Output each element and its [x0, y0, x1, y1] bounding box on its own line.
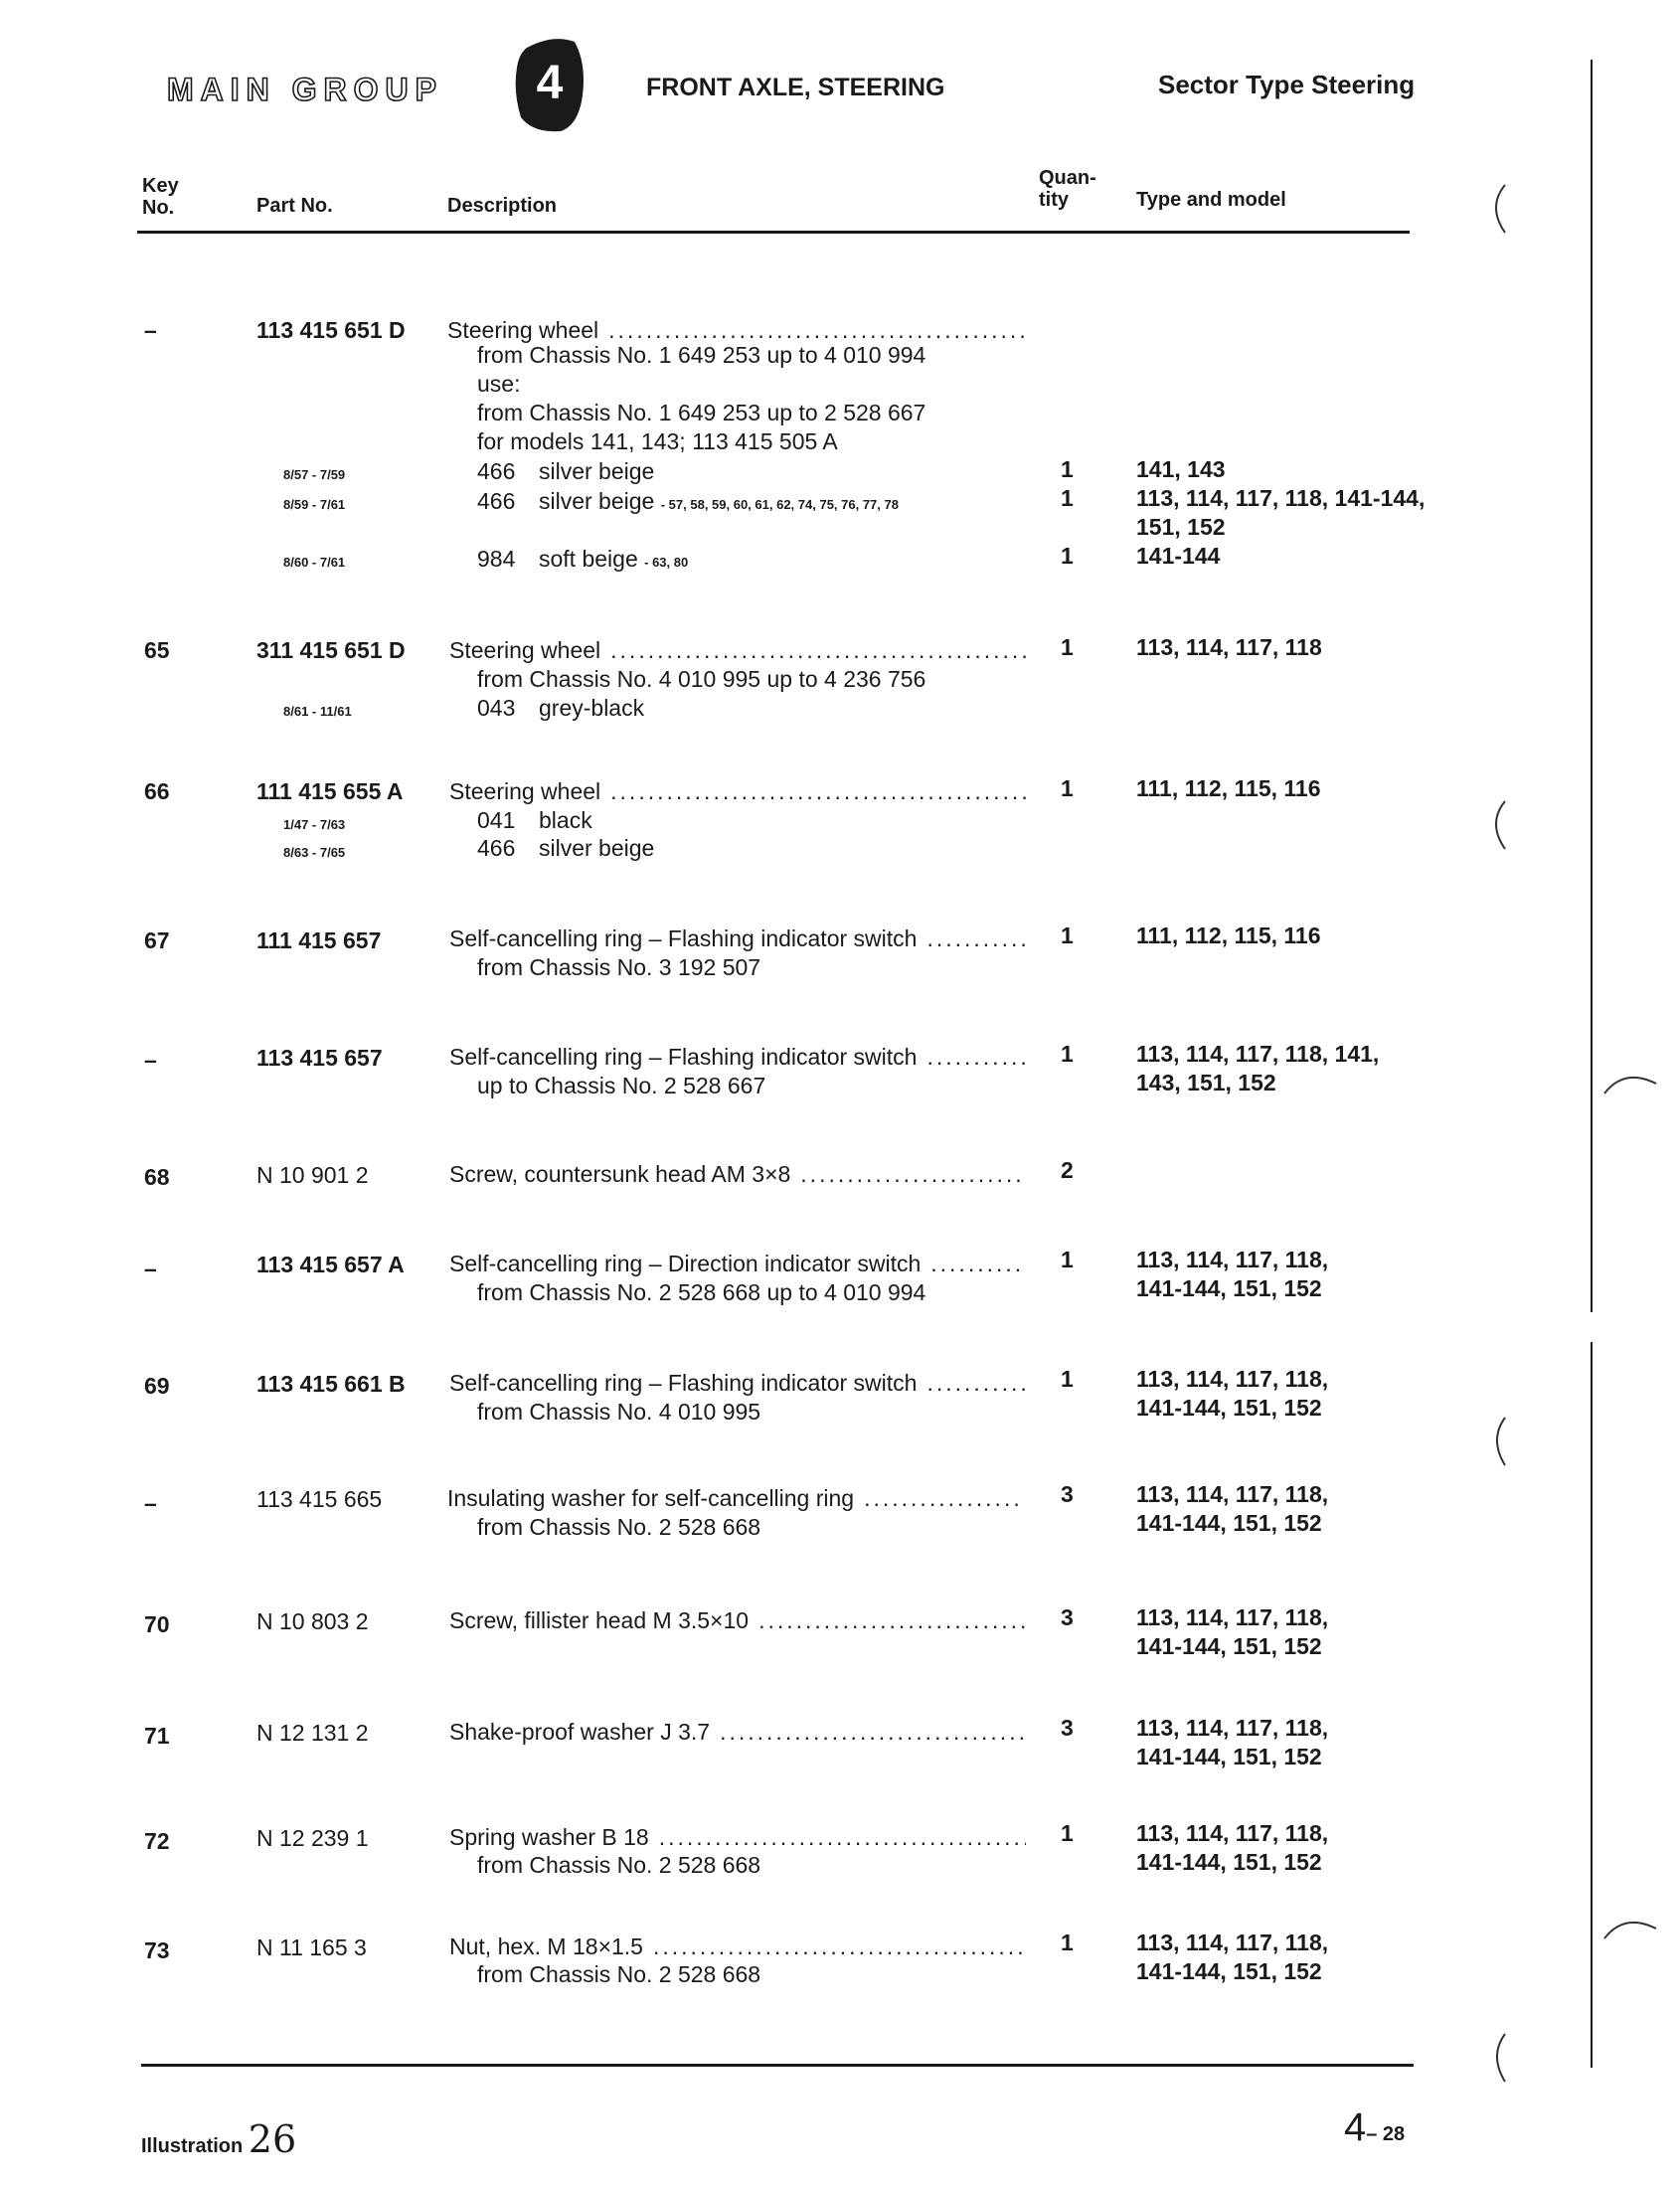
color-code: 043: [477, 695, 516, 721]
description-text: Screw, fillister head M 3.5×10: [449, 1607, 750, 1633]
quantity: 1: [1061, 1247, 1074, 1272]
col-header-key-line1: Key: [142, 175, 179, 197]
page-number-sub: – 28: [1366, 2123, 1406, 2145]
detail-line: from Chassis No. 2 528 668 up to 4 010 994: [477, 1279, 926, 1305]
key-no: –: [144, 317, 157, 343]
color-code: 466: [477, 488, 516, 514]
key-no: 72: [144, 1828, 170, 1854]
dot-leader: [659, 1823, 1026, 1852]
col-header-type-model: Type and model: [1136, 189, 1286, 211]
color-code: 041: [477, 807, 516, 833]
part-no: 113 415 665: [256, 1486, 383, 1512]
dot-leader: [926, 1043, 1026, 1072]
detail-line: from Chassis No. 4 010 995: [477, 1399, 761, 1425]
model-codes: - 57, 58, 59, 60, 61, 62, 74, 75, 76, 77, 78: [660, 497, 899, 512]
color-variant: [477, 806, 592, 835]
binding-edge-line: [1591, 60, 1593, 1312]
type-model: [1136, 1480, 1328, 1538]
dot-leader: [610, 636, 1026, 665]
color-variant: [477, 694, 644, 723]
type-model: [1136, 1714, 1328, 1771]
main-group-label: MAIN GROUP: [167, 72, 443, 107]
description: [449, 1933, 1026, 1961]
punch-hole-mark: [1481, 795, 1521, 855]
dot-leader: [610, 777, 1026, 806]
color-code: 984: [477, 546, 516, 572]
col-header-key-line2: No.: [142, 197, 175, 219]
description-text: Self-cancelling ring – Flashing indicator switch: [449, 1370, 918, 1396]
section-subtitle: Sector Type Steering: [1158, 70, 1416, 99]
key-no: 71: [144, 1723, 170, 1749]
illustration-label: Illustration: [141, 2135, 244, 2157]
type-model-line: 141-144, 151, 152: [1136, 1395, 1322, 1421]
description-text: Steering wheel: [447, 317, 599, 343]
type-model: [1136, 1040, 1379, 1097]
model-codes: - 63, 80: [644, 555, 689, 570]
col-header-quantity: [1039, 167, 1096, 211]
type-model: 111, 112, 115, 116: [1136, 923, 1321, 948]
description: [449, 1369, 1026, 1398]
part-no: 311 415 651 D: [256, 637, 406, 663]
color-name: soft beige: [539, 546, 638, 572]
dot-leader: [926, 925, 1026, 953]
type-model: [1136, 1603, 1328, 1661]
description: [449, 1823, 1026, 1852]
color-variant: [477, 487, 899, 519]
dot-leader: [720, 1718, 1026, 1747]
date-range: 1/47 - 7/63: [283, 817, 346, 832]
part-no: 113 415 651 D: [256, 317, 406, 343]
description-text: Self-cancelling ring – Direction indicator switch: [449, 1251, 922, 1276]
footer-rule: [141, 2064, 1414, 2067]
binding-edge-line: [1591, 1342, 1593, 2068]
key-no: –: [144, 1047, 157, 1073]
type-model: [1136, 484, 1425, 542]
quantity: 1: [1061, 543, 1074, 569]
group-number: 4: [536, 57, 564, 109]
type-model-line: 113, 114, 117, 118, 141-144,: [1136, 485, 1426, 511]
detail-line: use:: [477, 371, 521, 397]
description-text: Self-cancelling ring – Flashing indicator switch: [449, 1044, 918, 1070]
type-model: 111, 112, 115, 116: [1136, 775, 1321, 801]
illustration-reference: [141, 2117, 296, 2161]
color-code: 466: [477, 835, 516, 861]
description: [449, 925, 1026, 953]
punch-hole-mark: [1481, 1412, 1521, 1471]
quantity: 3: [1061, 1481, 1074, 1507]
dot-leader: [926, 1369, 1026, 1398]
detail-line: from Chassis No. 3 192 507: [477, 954, 761, 980]
dot-leader: [758, 1606, 1026, 1635]
type-model: 113, 114, 117, 118: [1136, 634, 1322, 660]
detail-line: for models 141, 143; 113 415 505 A: [477, 428, 838, 454]
type-model-line: 113, 114, 117, 118,: [1136, 1604, 1329, 1630]
type-model-line: 141-144, 151, 152: [1136, 1275, 1322, 1301]
part-no: 113 415 657 A: [256, 1252, 405, 1277]
color-variant: [477, 545, 688, 577]
col-header-key-no: [142, 175, 179, 219]
type-model-line: 141-144, 151, 152: [1136, 1744, 1322, 1769]
type-model-line: 113, 114, 117, 118,: [1136, 1481, 1329, 1507]
description-text: Steering wheel: [449, 778, 601, 804]
key-no: 67: [144, 927, 170, 953]
type-model-line: 141-144, 151, 152: [1136, 1510, 1322, 1536]
key-no: 73: [144, 1937, 170, 1963]
header-rule: [137, 231, 1410, 234]
color-name: black: [539, 807, 592, 833]
color-variant: [477, 457, 654, 486]
key-no: 65: [144, 637, 170, 663]
dot-leader: [653, 1933, 1026, 1961]
type-model-line: 113, 114, 117, 118,: [1136, 1820, 1329, 1846]
part-no: 111 415 657: [256, 927, 382, 953]
description-text: Spring washer B 18: [449, 1824, 649, 1850]
date-range: 8/60 - 7/61: [283, 555, 346, 570]
description: [447, 1484, 1024, 1513]
col-header-qty-line2: tity: [1039, 189, 1069, 211]
key-no: 66: [144, 778, 170, 804]
type-model: [1136, 1246, 1328, 1303]
col-header-part-no: Part No.: [256, 195, 333, 217]
page-number-main: 4: [1344, 2105, 1367, 2149]
description-text: Self-cancelling ring – Flashing indicator switch: [449, 925, 918, 951]
key-no: 69: [144, 1373, 170, 1399]
col-header-qty-line1: Quan-: [1039, 167, 1096, 189]
dot-leader: [930, 1250, 1026, 1278]
group-number-badge: [513, 34, 587, 137]
description-text: Shake-proof washer J 3.7: [449, 1719, 711, 1745]
type-model: [1136, 1365, 1328, 1423]
quantity: 1: [1061, 1930, 1074, 1955]
punch-hole-mark: [1481, 179, 1521, 239]
type-model: 141, 143: [1136, 456, 1226, 482]
type-model: 141-144: [1136, 543, 1221, 569]
part-no: N 10 901 2: [256, 1162, 369, 1188]
quantity: 1: [1061, 775, 1074, 801]
key-no: 70: [144, 1611, 170, 1637]
description-text: Steering wheel: [449, 637, 601, 663]
date-range: 8/63 - 7/65: [283, 845, 346, 860]
description: [449, 1250, 1026, 1278]
dot-leader: [800, 1160, 1026, 1189]
part-no: N 12 239 1: [256, 1825, 369, 1851]
quantity: 1: [1061, 1820, 1074, 1846]
part-no: N 10 803 2: [256, 1608, 369, 1634]
quantity: 3: [1061, 1604, 1074, 1630]
quantity: 1: [1061, 456, 1074, 482]
quantity: 1: [1061, 1366, 1074, 1392]
type-model: [1136, 1929, 1328, 1986]
type-model-line: 141-144, 151, 152: [1136, 1633, 1322, 1659]
detail-line: from Chassis No. 4 010 995 up to 4 236 756: [477, 666, 926, 692]
description: [449, 1606, 1026, 1635]
key-no: –: [144, 1256, 157, 1281]
detail-line: up to Chassis No. 2 528 667: [477, 1073, 766, 1098]
type-model-line: 141-144, 151, 152: [1136, 1958, 1322, 1984]
color-variant: [477, 834, 654, 863]
margin-arc-mark: [1600, 1064, 1660, 1103]
type-model-line: 151, 152: [1136, 514, 1226, 540]
quantity: 3: [1061, 1715, 1074, 1741]
color-code: 466: [477, 458, 516, 484]
key-no: 68: [144, 1164, 170, 1190]
detail-line: from Chassis No. 2 528 668: [477, 1852, 761, 1878]
color-name: silver beige: [539, 458, 655, 484]
description: [449, 1718, 1026, 1747]
detail-line: from Chassis No. 2 528 668: [477, 1514, 761, 1540]
type-model-line: 113, 114, 117, 118, 141,: [1136, 1041, 1380, 1067]
detail-line: from Chassis No. 1 649 253 up to 4 010 994: [477, 342, 926, 368]
description-text: Insulating washer for self-cancelling ring: [447, 1485, 855, 1511]
type-model-line: 113, 114, 117, 118,: [1136, 1247, 1329, 1272]
type-model-line: 113, 114, 117, 118,: [1136, 1930, 1329, 1955]
quantity: 1: [1061, 1041, 1074, 1067]
description-text: Screw, countersunk head AM 3×8: [449, 1161, 791, 1187]
quantity: 1: [1061, 485, 1074, 511]
quantity: 1: [1061, 923, 1074, 948]
type-model-line: 141-144, 151, 152: [1136, 1849, 1322, 1875]
illustration-number: 26: [248, 2117, 297, 2161]
type-model: [1136, 1819, 1328, 1877]
description-text: Nut, hex. M 18×1.5: [449, 1934, 643, 1959]
type-model-line: 143, 151, 152: [1136, 1070, 1276, 1095]
quantity: 1: [1061, 634, 1074, 660]
page-number: [1344, 2105, 1405, 2150]
dot-leader: [864, 1484, 1024, 1513]
part-no: 111 415 655 A: [256, 778, 404, 804]
margin-arc-mark: [1600, 1909, 1660, 1948]
type-model-line: 113, 114, 117, 118,: [1136, 1715, 1329, 1741]
description: [449, 636, 1026, 665]
type-model-line: 113, 114, 117, 118,: [1136, 1366, 1329, 1392]
description: [449, 1160, 1026, 1189]
color-name: silver beige: [539, 835, 655, 861]
description: [449, 1043, 1026, 1072]
description: [449, 777, 1026, 806]
punch-hole-mark: [1481, 2028, 1521, 2088]
part-no: N 11 165 3: [256, 1934, 367, 1960]
date-range: 8/57 - 7/59: [283, 467, 346, 482]
key-no: –: [144, 1490, 157, 1516]
detail-line: from Chassis No. 1 649 253 up to 2 528 667: [477, 400, 926, 425]
part-no: 113 415 657: [256, 1045, 383, 1071]
part-no: 113 415 661 B: [256, 1371, 406, 1397]
date-range: 8/61 - 11/61: [283, 704, 352, 719]
quantity: 2: [1061, 1157, 1074, 1183]
color-name: silver beige: [539, 488, 655, 514]
section-title: FRONT AXLE, STEERING: [646, 74, 945, 101]
col-header-description: Description: [447, 195, 558, 217]
color-name: grey-black: [539, 695, 645, 721]
date-range: 8/59 - 7/61: [283, 497, 346, 512]
part-no: N 12 131 2: [256, 1720, 369, 1746]
detail-line: from Chassis No. 2 528 668: [477, 1961, 761, 1987]
